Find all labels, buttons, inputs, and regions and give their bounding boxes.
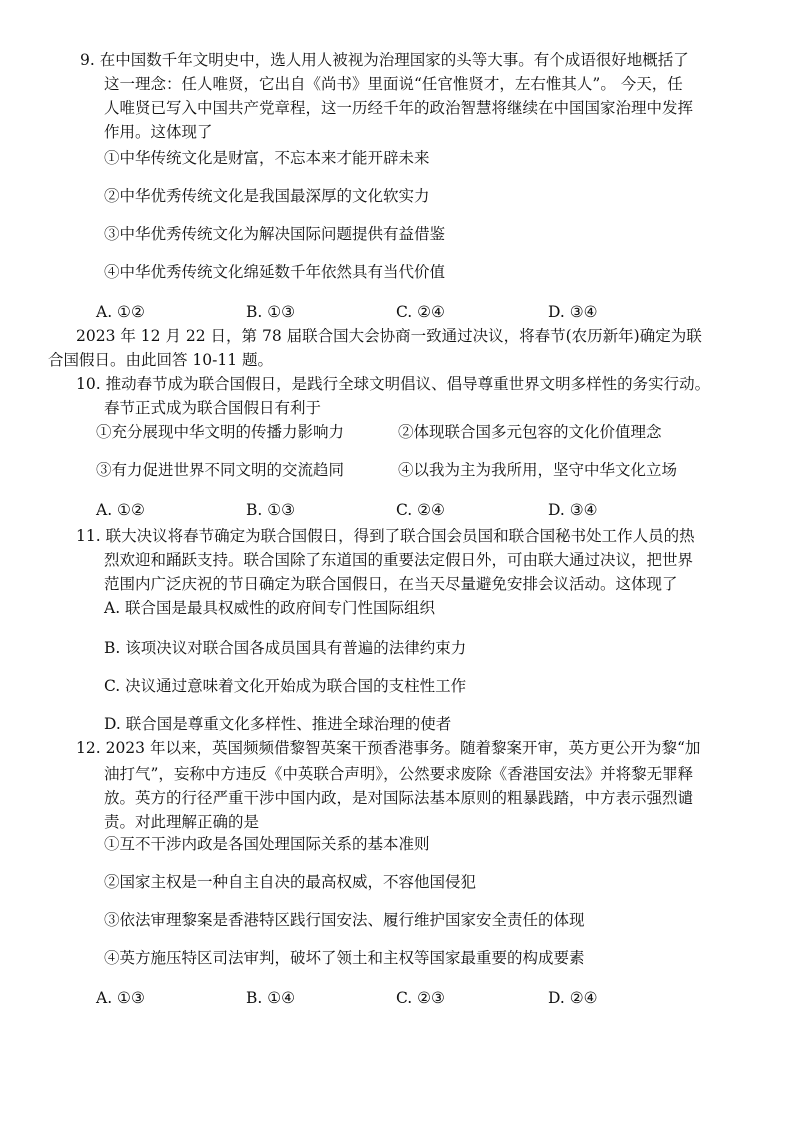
q11-stem-line-2: 烈欢迎和踊跃支持。联合国除了东道国的重要法定假日外，可由联大通过决议，把世界 xyxy=(104,551,694,569)
q9-stem-line-4: 作用。这体现了 xyxy=(104,123,213,141)
q9-option-c[interactable]: C. ②④ xyxy=(396,303,445,321)
q12-stem-line-1: 12. 2023 年以来，英国频频借黎智英案干预香港事务。随着黎案开审，英方更公开为黎“加 xyxy=(76,739,701,757)
q12-item-2: ②国家主权是一种自主自决的最高权威，不容他国侵犯 xyxy=(104,873,477,891)
q10-item-3: ③有力促进世界不同文明的交流趋同 xyxy=(96,461,345,479)
q10-option-b[interactable]: B. ①③ xyxy=(246,501,296,519)
q9-stem-line-1: 9. 在中国数千年文明史中，选人用人被视为治理国家的头等大事。有个成语很好地概括了 xyxy=(80,51,689,69)
q10-stem-line-1: 10. 推动春节成为联合国假日，是践行全球文明倡议、倡导尊重世界文明多样性的务实行动。 xyxy=(76,375,711,393)
q12-stem-line-4: 责。对此理解正确的是 xyxy=(104,813,260,831)
q11-option-b[interactable]: B. 该项决议对联合国各成员国具有普遍的法律约束力 xyxy=(104,639,467,657)
q10-option-a[interactable]: A. ①② xyxy=(96,501,145,519)
q10-option-d[interactable]: D. ③④ xyxy=(548,501,598,519)
q12-option-b[interactable]: B. ①④ xyxy=(246,989,296,1007)
q11-option-d[interactable]: D. 联合国是尊重文化多样性、推进全球治理的使者 xyxy=(104,715,452,733)
intro-line-2: 合国假日。由此回答 10-11 题。 xyxy=(48,351,274,369)
q12-option-d[interactable]: D. ②④ xyxy=(548,989,598,1007)
q10-stem-line-2: 春节正式成为联合国假日有利于 xyxy=(104,399,322,417)
q12-option-c[interactable]: C. ②③ xyxy=(396,989,445,1007)
q10-item-2: ②体现联合国多元包容的文化价值理念 xyxy=(398,423,662,441)
q9-option-b[interactable]: B. ①③ xyxy=(246,303,296,321)
q10-option-c[interactable]: C. ②④ xyxy=(396,501,445,519)
intro-line-1: 2023 年 12 月 22 日，第 78 届联合国大会协商一致通过决议，将春节(农历新年)确定为联 xyxy=(76,327,702,345)
q9-option-d[interactable]: D. ③④ xyxy=(548,303,598,321)
q9-item-2: ②中华优秀传统文化是我国最深厚的文化软实力 xyxy=(104,187,430,205)
q11-stem-line-1: 11. 联大决议将春节确定为联合国假日，得到了联合国会员国和联合国秘书处工作人员的热 xyxy=(76,527,695,545)
q9-item-4: ④中华优秀传统文化绵延数千年依然具有当代价值 xyxy=(104,263,446,281)
q10-item-1: ①充分展现中华文明的传播力影响力 xyxy=(96,423,345,441)
q12-stem-line-3: 放。英方的行径严重干涉中国内政，是对国际法基本原则的粗暴践踏，中方表示强烈谴 xyxy=(104,789,694,807)
q9-option-a[interactable]: A. ①② xyxy=(96,303,145,321)
q12-stem-line-2: 油打气”，妄称中方违反《中英联合声明》，公然要求废除《香港国安法》并将黎无罪释 xyxy=(104,765,694,783)
q12-item-3: ③依法审理黎案是香港特区践行国安法、履行维护国家安全责任的体现 xyxy=(104,911,585,929)
q12-item-4: ④英方施压特区司法审判，破坏了领土和主权等国家最重要的构成要素 xyxy=(104,949,585,967)
q9-stem-line-2: 这一理念：任人唯贤，它出自《尚书》里面说“任官惟贤才，左右惟其人”。 今天，任 xyxy=(104,75,683,93)
q12-item-1: ①互不干涉内政是各国处理国际关系的基本准则 xyxy=(104,835,430,853)
q11-option-a[interactable]: A. 联合国是最具权威性的政府间专门性国际组织 xyxy=(104,599,436,617)
q12-option-a[interactable]: A. ①③ xyxy=(96,989,145,1007)
q10-item-4: ④以我为主为我所用，坚守中华文化立场 xyxy=(398,461,678,479)
q9-stem-line-3: 人唯贤已写入中国共产党章程，这一历经千年的政治智慧将继续在中国国家治理中发挥 xyxy=(104,99,694,117)
q9-item-3: ③中华优秀传统文化为解决国际问题提供有益借鉴 xyxy=(104,225,446,243)
q11-option-c[interactable]: C. 决议通过意味着文化开始成为联合国的支柱性工作 xyxy=(104,677,467,695)
q9-item-1: ①中华传统文化是财富，不忘本来才能开辟未来 xyxy=(104,149,430,167)
q11-stem-line-3: 范围内广泛庆祝的节日确定为联合国假日，在当天尽量避免安排会议活动。这体现了 xyxy=(104,575,678,593)
